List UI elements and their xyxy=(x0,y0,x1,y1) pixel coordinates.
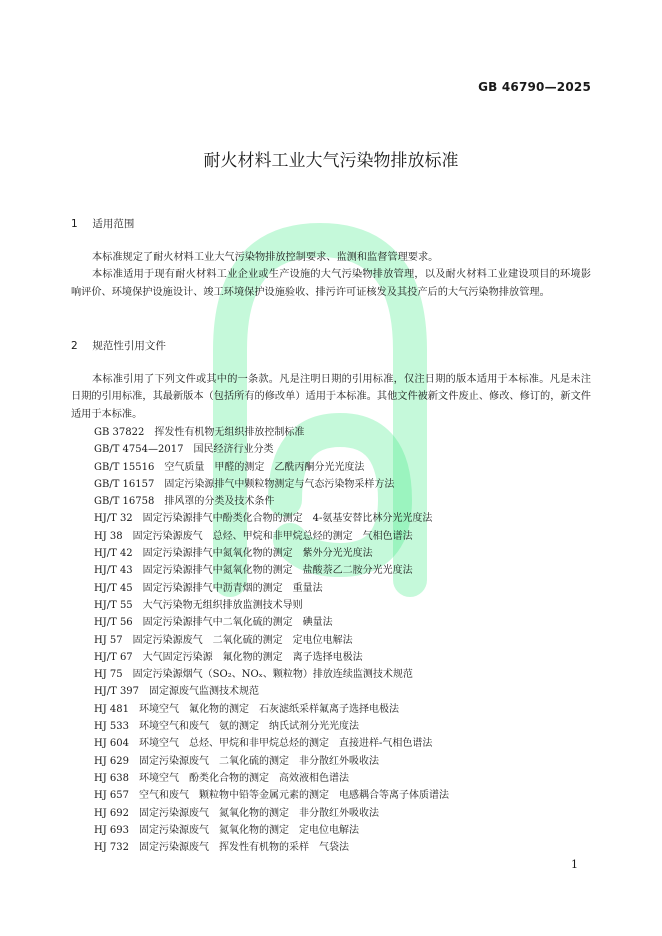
reference-item xyxy=(94,839,594,856)
reference-item xyxy=(94,683,594,700)
reference-title: 大气固定污染源 氟化物的测定 离子选择电极法 xyxy=(142,651,363,663)
reference-title: 固定污染源排气中氮氧化物的测定 紫外分光光度法 xyxy=(142,548,373,560)
reference-code: HJ/T 42 xyxy=(94,548,133,560)
reference-code: GB/T 16758 xyxy=(94,496,155,508)
reference-item xyxy=(94,770,594,787)
reference-code: HJ/T 67 xyxy=(94,651,133,663)
reference-title: 排风罩的分类及技术条件 xyxy=(164,496,275,508)
reference-title: 固定污染源废气 氮氧化物的测定 定电位电解法 xyxy=(139,824,359,836)
reference-title: 固定污染源废气 总烃、甲烷和非甲烷总烃的测定 气相色谱法 xyxy=(132,530,413,542)
reference-title: 固定污染源排气中二氧化硫的测定 碘量法 xyxy=(142,617,333,629)
reference-item xyxy=(94,424,594,441)
reference-item xyxy=(94,632,594,649)
reference-code: HJ/T 55 xyxy=(94,599,133,611)
reference-item xyxy=(94,718,594,735)
reference-item xyxy=(94,597,594,614)
reference-title: 国民经济行业分类 xyxy=(193,444,274,456)
reference-list xyxy=(94,424,594,856)
reference-title: 挥发性有机物无组织排放控制标准 xyxy=(154,427,305,438)
reference-item xyxy=(94,562,594,579)
section-body-scope xyxy=(71,249,591,301)
reference-code: HJ 75 xyxy=(94,669,123,681)
reference-title: 固定污染源废气 氮氧化物的测定 非分散红外吸收法 xyxy=(139,807,379,819)
reference-code: HJ 481 xyxy=(94,703,129,715)
reference-title: 固定污染源废气 二氧化硫的测定 定电位电解法 xyxy=(132,634,353,646)
reference-code: HJ 38 xyxy=(94,530,123,542)
reference-code: HJ 638 xyxy=(94,772,129,784)
reference-title: 固定污染源排气中沥青烟的测定 重量法 xyxy=(142,582,323,594)
section-heading-text: 规范性引用文件 xyxy=(92,340,166,352)
reference-item xyxy=(94,649,594,666)
reference-code: HJ 533 xyxy=(94,721,129,733)
reference-code: GB/T 15516 xyxy=(94,461,155,473)
reference-code: HJ 604 xyxy=(94,738,129,750)
reference-code: HJ/T 32 xyxy=(94,513,133,525)
reference-title: 空气质量 甲醛的测定 乙酰丙酮分光光度法 xyxy=(164,461,365,473)
reference-title: 固定污染源烟气（SO₂、NOₓ、颗粒物）排放连续监测技术规范 xyxy=(132,669,413,681)
reference-code: GB 37822 xyxy=(94,427,145,438)
paragraph: 本标准引用了下列文件或其中的一条款。凡是注明日期的引用标准，仅注日期的版本适用于本标准。凡是未注日期的引用标准，其最新版本（包括所有的修改单）适用于本标准。其他文件被新文件废止、修改、修订的，新文件适用于本标准。 xyxy=(71,374,591,420)
document-title: 耐火材料工业大气污染物排放标准 xyxy=(203,151,459,171)
reference-item xyxy=(94,701,594,718)
reference-item xyxy=(94,805,594,822)
paragraph: 本标准适用于现有耐火材料工业企业或生产设施的大气污染物排放管理，以及耐火材料工业建设项目的环境影响评价、环境保护设施设计、竣工环境保护设施验收、排污许可证核发及其投产后的大气污染物排放管理。 xyxy=(71,269,591,298)
reference-title: 固定污染源排气中颗粒物测定与气态污染物采样方法 xyxy=(164,478,395,490)
reference-item xyxy=(94,476,594,493)
reference-title: 环境空气和废气 氨的测定 纳氏试剂分光光度法 xyxy=(139,721,359,733)
paragraph: 本标准规定了耐火材料工业大气污染物排放控制要求、监测和监督管理要求。 xyxy=(92,252,439,263)
reference-item xyxy=(94,493,594,510)
reference-title: 大气污染物无组织排放监测技术导则 xyxy=(142,599,303,611)
reference-title: 空气和废气 颗粒物中铅等金属元素的测定 电感耦合等离子体质谱法 xyxy=(139,790,449,802)
reference-item xyxy=(94,510,594,527)
reference-code: GB/T 4754—2017 xyxy=(94,444,184,456)
section-body-references xyxy=(71,371,591,423)
reference-code: HJ/T 45 xyxy=(94,582,133,594)
reference-code: HJ 693 xyxy=(94,824,129,836)
reference-item xyxy=(94,787,594,804)
section-heading-references xyxy=(71,338,166,353)
section-number: 1 xyxy=(71,218,78,230)
reference-item xyxy=(94,580,594,597)
reference-item xyxy=(94,753,594,770)
reference-title: 固定污染源废气 二氧化硫的测定 非分散红外吸收法 xyxy=(139,755,379,767)
reference-title: 环境空气 氟化物的测定 石灰滤纸采样氟离子选择电极法 xyxy=(139,703,399,715)
reference-code: GB/T 16157 xyxy=(94,478,155,490)
page-number: 1 xyxy=(571,858,578,871)
reference-title: 固定源废气监测技术规范 xyxy=(149,686,260,698)
reference-code: HJ 57 xyxy=(94,634,123,646)
section-heading-scope xyxy=(71,216,134,231)
section-number: 2 xyxy=(71,340,78,352)
reference-item xyxy=(94,614,594,631)
reference-item xyxy=(94,822,594,839)
reference-item xyxy=(94,441,594,458)
reference-title: 环境空气 总烃、甲烷和非甲烷总烃的测定 直接进样-气相色谱法 xyxy=(139,738,433,750)
reference-item xyxy=(94,528,594,545)
reference-title: 环境空气 酚类化合物的测定 高效液相色谱法 xyxy=(139,772,349,784)
reference-code: HJ 629 xyxy=(94,755,129,767)
reference-code: HJ/T 56 xyxy=(94,617,133,629)
section-heading-text: 适用范围 xyxy=(92,218,135,230)
reference-item xyxy=(94,735,594,752)
reference-code: HJ/T 43 xyxy=(94,565,133,577)
reference-code: HJ 692 xyxy=(94,807,129,819)
reference-code: HJ 657 xyxy=(94,790,129,802)
reference-item xyxy=(94,666,594,683)
standard-code: GB 46790—2025 xyxy=(478,80,591,94)
reference-item xyxy=(94,545,594,562)
reference-title: 固定污染源废气 挥发性有机物的采样 气袋法 xyxy=(139,842,349,854)
reference-title: 固定污染源排气中氮氧化物的测定 盐酸萘乙二胺分光光度法 xyxy=(142,565,413,577)
reference-code: HJ/T 397 xyxy=(94,686,140,698)
reference-title: 固定污染源排气中酚类化合物的测定 4-氨基安替比林分光光度法 xyxy=(142,513,433,525)
reference-code: HJ 732 xyxy=(94,842,129,854)
reference-item xyxy=(94,459,594,476)
